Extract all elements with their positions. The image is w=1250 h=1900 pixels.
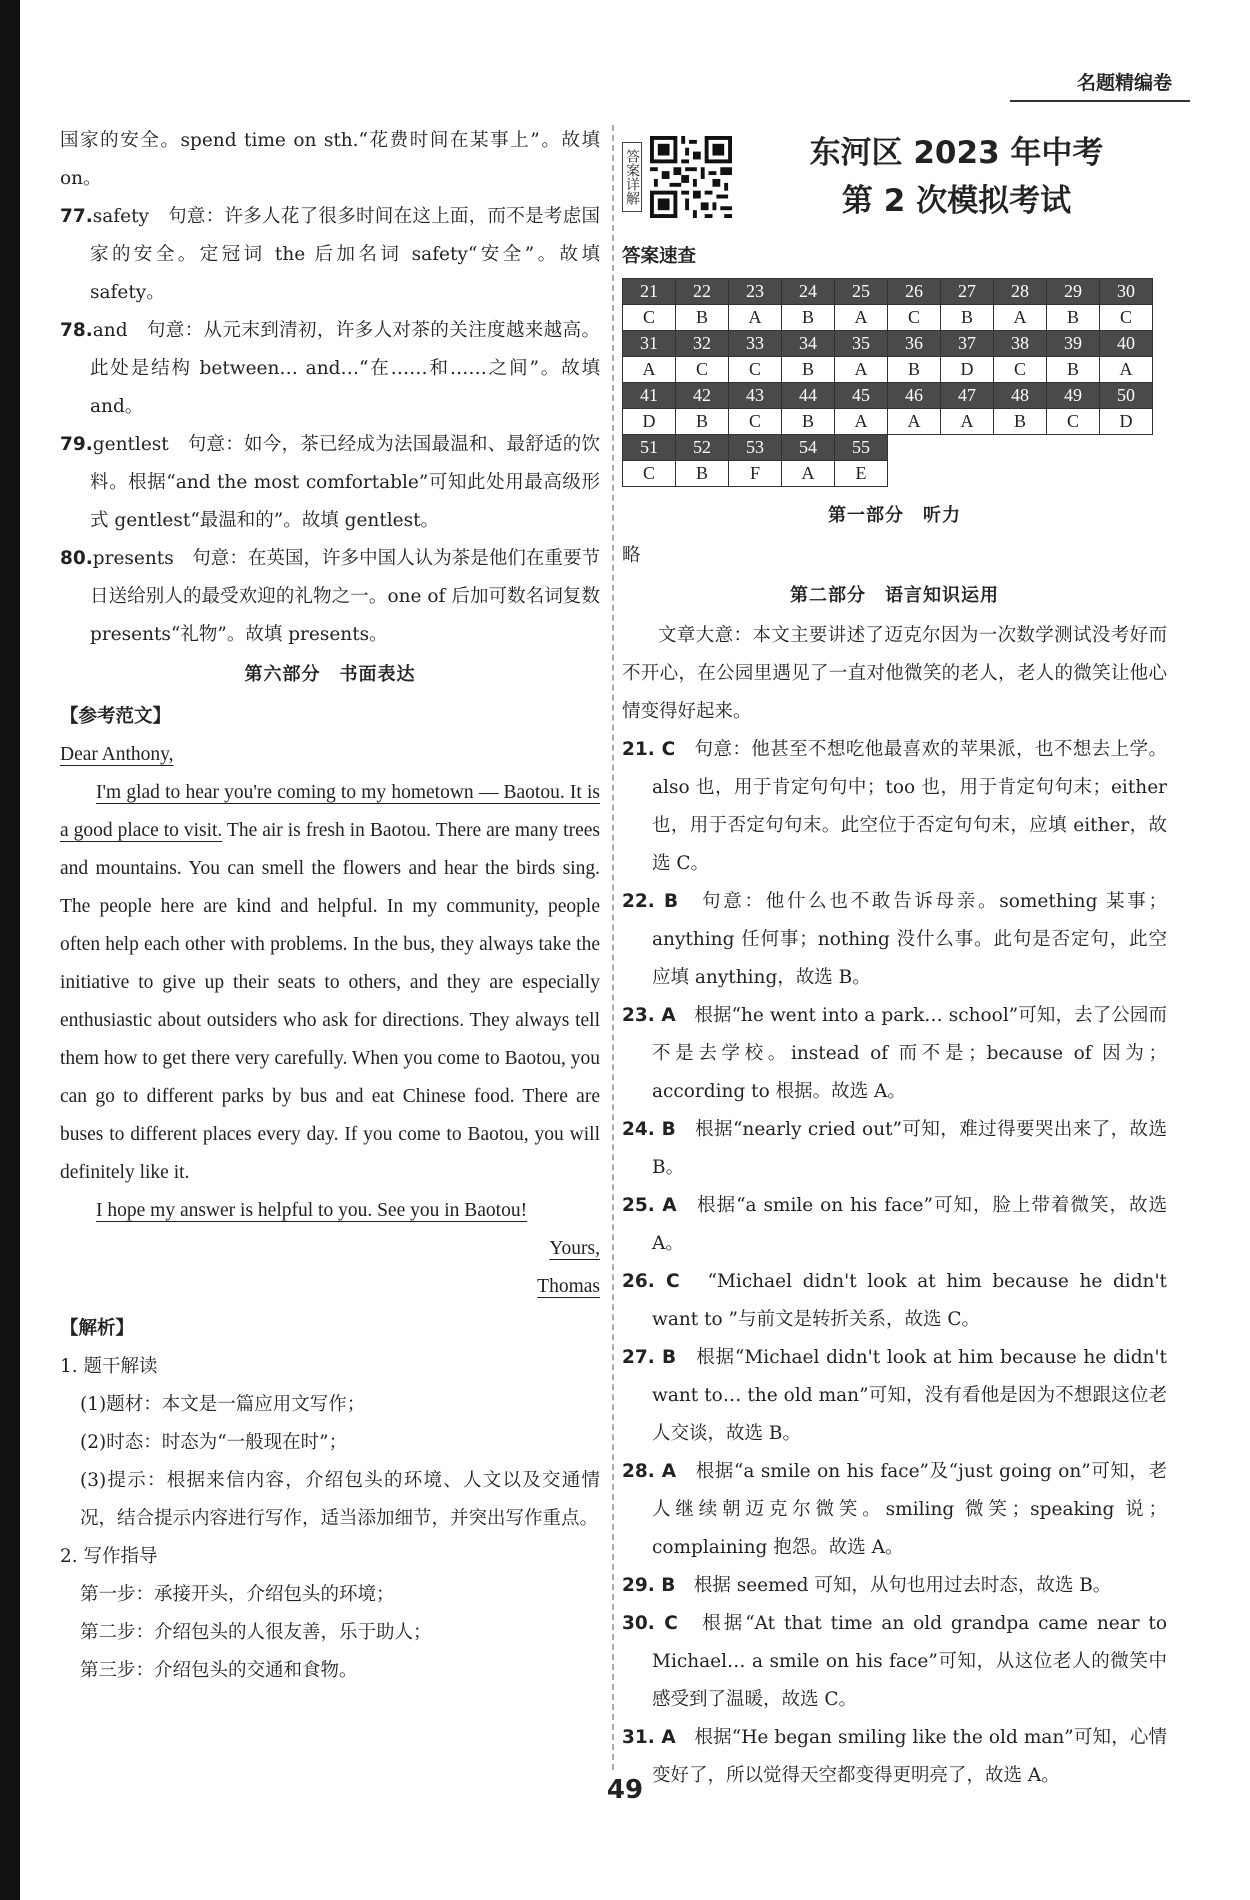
analysis-point-1: 1. 题干解读 — [60, 1356, 158, 1377]
answer-number-cell: 48 — [994, 383, 1047, 409]
answer-25: 25. A 根据“a smile on his face”可知，脸上带着微笑，故选 A。 — [622, 1195, 1168, 1254]
page-number: 49 — [606, 1775, 644, 1805]
answer-key-cell: A — [835, 409, 888, 435]
answer-79: 79.gentlest 句意：如今，茶已经成为法国最温和、最舒适的饮料。根据“and the most comfortable”可知此处用最高级形式 gentlest“最温和的”。故填 gentlest。 — [60, 434, 600, 531]
answer-key-cell: C — [676, 357, 729, 383]
answer-number-cell: 31 — [623, 331, 676, 357]
answer-number-cell: 39 — [1047, 331, 1100, 357]
answer-78: 78.and 句意：从元末到清初，许多人对茶的关注度越来越高。此处是结构 between… and…“在……和……之间”。故填 and。 — [60, 320, 600, 417]
answer-key-cell: B — [1047, 357, 1100, 383]
answer-key-cell: A — [994, 305, 1047, 331]
answer-key-cell: B — [676, 461, 729, 487]
answer-key-cell: B — [782, 409, 835, 435]
answer-number-cell: 40 — [1100, 331, 1153, 357]
answer-28: 28. A 根据“a smile on his face”及“just going on”可知，老人继续朝迈克尔微笑。smiling 微笑；speaking 说；complaining 抱怨。故选 A。 — [622, 1461, 1167, 1558]
answer-number-cell: 42 — [676, 383, 729, 409]
answer-key-cell: B — [676, 305, 729, 331]
answer-number-cell: 34 — [782, 331, 835, 357]
answer-21: 21. C 句意：他甚至不想吃他最喜欢的苹果派，也不想去上学。also 也，用于肯定句句中；too 也，用于肯定句句末；either 也，用于否定句句末。此空位于否定句句末，应填 either，故选 C。 — [622, 739, 1167, 874]
qr-code-icon[interactable] — [650, 136, 732, 218]
answer-27: 27. B 根据“Michael didn't look at him because he didn't want to… the old man”可知，没有看他是因为不想跟这位老人交谈，故选 B。 — [622, 1347, 1167, 1444]
answer-number-cell: 38 — [994, 331, 1047, 357]
answer-number-cell: 43 — [729, 383, 782, 409]
answer-number-cell: 23 — [729, 279, 782, 305]
answer-key-row — [623, 461, 1153, 487]
answer-29: 29. B 根据 seemed 可知，从句也用过去时态，故选 B。 — [622, 1575, 1112, 1596]
answer-number-cell: 21 — [623, 279, 676, 305]
column-divider — [612, 125, 614, 1770]
analysis-genre: (1)题材：本文是一篇应用文写作； — [80, 1394, 366, 1415]
header-rule — [1010, 100, 1190, 102]
answer-number-cell: 46 — [888, 383, 941, 409]
continued-answer: 国家的安全。spend time on sth.“花费时间在某事上”。故填 on。 — [60, 130, 600, 189]
exam-title-line-2: 第 2 次模拟考试 — [841, 183, 1072, 219]
answer-number-cell: 53 — [729, 435, 782, 461]
answer-77: 77.safety 句意：许多人花了很多时间在这上面，而不是考虑国家的安全。定冠词 the 后加名词 safety“安全”。故填 safety。 — [60, 206, 600, 303]
section-heading-language-use: 第二部分 语言知识运用 — [790, 585, 999, 606]
answer-key-cell: E — [835, 461, 888, 487]
answer-number-cell: 29 — [1047, 279, 1100, 305]
answer-number-cell: 50 — [1100, 383, 1153, 409]
answer-key-table — [622, 278, 1153, 487]
answer-key-cell: C — [888, 305, 941, 331]
answer-number-cell: 27 — [941, 279, 994, 305]
answer-key-cell: A — [1100, 357, 1153, 383]
answer-key-cell: A — [623, 357, 676, 383]
answer-30: 30. C 根据“At that time an old grandpa came near to Michael… a smile on his face”可知，从这位老人的微笑中感受到了温暖，故选 C。 — [622, 1613, 1167, 1710]
answer-number-cell: 22 — [676, 279, 729, 305]
answer-key-cell: B — [782, 305, 835, 331]
section-heading-listening: 第一部分 听力 — [828, 505, 961, 526]
answer-number-cell: 25 — [835, 279, 888, 305]
reference-essay — [60, 736, 600, 1306]
essay-sign-off: Yours, — [549, 1238, 600, 1259]
answer-number-cell: 36 — [888, 331, 941, 357]
answer-key-cell: A — [941, 409, 994, 435]
answer-number-cell: 26 — [888, 279, 941, 305]
answer-number-cell: 24 — [782, 279, 835, 305]
answer-number-cell: 45 — [835, 383, 888, 409]
answer-key-row — [623, 305, 1153, 331]
answer-key-cell: A — [888, 409, 941, 435]
answer-key-row — [623, 357, 1153, 383]
essay-signature: Thomas — [537, 1276, 600, 1297]
right-column — [622, 122, 1167, 1795]
answer-number-cell: 33 — [729, 331, 782, 357]
answer-key-cell: C — [729, 357, 782, 383]
book-spine-edge — [0, 0, 20, 1900]
writing-step-3: 第三步：介绍包头的交通和食物。 — [80, 1660, 358, 1681]
answer-detail-tag: 答案详解 — [622, 142, 642, 212]
answer-key-cell: C — [623, 305, 676, 331]
answer-key-cell: C — [1100, 305, 1153, 331]
answer-number-cell: 51 — [623, 435, 676, 461]
header-label: 名题精编卷 — [1076, 72, 1172, 94]
passage-summary: 文章大意：本文主要讲述了迈克尔因为一次数学测试没考好而不开心，在公园里遇见了一直对他微笑的老人，老人的微笑让他心情变得好起来。 — [622, 625, 1167, 722]
answer-23: 23. A 根据“he went into a park… school”可知，去了公园而不是去学校。instead of 而不是；because of 因为；according to 根据。故选 A。 — [622, 1005, 1168, 1102]
answer-key-cell: D — [623, 409, 676, 435]
reference-essay-heading: 【参考范文】 — [60, 706, 172, 727]
essay-body: I'm glad to hear you're coming to my hometown — Baotou. It is a good place to visit. The air is fresh in Baotou. There are many trees and mountains. You can smell the flowers and hear the birds sing. The people here are kind and helpful. In my community, people often help each other with problems. In the bus, they always take the initiative to give up their seats to others, and they are especially enthusiastic about outsiders who ask for directions. They always tell them how to get there very carefully. When you come to Baotou, you can go to different parks by bus and eat Chinese food. There are buses to different places every day. If you come to Baotou, you will definitely like it. — [60, 782, 600, 1183]
answer-number-row — [623, 279, 1153, 305]
writing-step-1: 第一步：承接开头，介绍包头的环境； — [80, 1584, 395, 1605]
answer-number-cell: 32 — [676, 331, 729, 357]
analysis-heading: 【解析】 — [60, 1318, 135, 1339]
answer-key-cell: B — [782, 357, 835, 383]
analysis-hint: (3)提示：根据来信内容，介绍包头的环境、人文以及交通情况，结合提示内容进行写作，适当添加细节，并突出写作重点。 — [80, 1470, 600, 1529]
essay-closing: I hope my answer is helpful to you. See you in Baotou! — [96, 1200, 528, 1221]
answer-key-cell: D — [941, 357, 994, 383]
answer-22: 22. B 句意：他什么也不敢告诉母亲。something 某事；anything 任何事；nothing 没什么事。此句是否定句，此空应填 anything，故选 B。 — [622, 891, 1167, 988]
answer-key-cell: B — [941, 305, 994, 331]
left-column — [60, 122, 600, 1690]
writing-step-2: 第二步：介绍包头的人很友善，乐于助人； — [80, 1622, 432, 1643]
answer-key-cell: A — [782, 461, 835, 487]
answer-key-cell: B — [888, 357, 941, 383]
essay-greeting: Dear Anthony, — [60, 744, 174, 765]
answer-key-cell: B — [1047, 305, 1100, 331]
answer-number-row — [623, 435, 1153, 461]
answer-number-cell: 37 — [941, 331, 994, 357]
answer-24: 24. B 根据“nearly cried out”可知，难过得要哭出来了，故选 B。 — [622, 1119, 1167, 1178]
answer-number-cell: 35 — [835, 331, 888, 357]
answer-key-cell: D — [1100, 409, 1153, 435]
exam-title-line-1: 东河区 2023 年中考 — [809, 135, 1104, 171]
quick-answers-heading: 答案速查 — [622, 246, 697, 267]
answer-number-cell: 55 — [835, 435, 888, 461]
answer-key-cell: B — [676, 409, 729, 435]
exam-title — [746, 129, 1167, 225]
answer-key-cell: C — [994, 357, 1047, 383]
answer-number-row — [623, 383, 1153, 409]
answer-number-cell: 44 — [782, 383, 835, 409]
answer-key-cell: B — [994, 409, 1047, 435]
answer-key-cell: C — [623, 461, 676, 487]
analysis-tense: (2)时态：时态为“一般现在时”； — [80, 1432, 348, 1453]
answer-key-cell: A — [835, 305, 888, 331]
answer-key-cell: A — [835, 357, 888, 383]
answer-number-row — [623, 331, 1153, 357]
answer-number-cell: 47 — [941, 383, 994, 409]
answer-key-cell: A — [729, 305, 782, 331]
answer-number-cell: 49 — [1047, 383, 1100, 409]
listening-omitted: 略 — [622, 545, 641, 566]
analysis-point-2: 2. 写作指导 — [60, 1546, 158, 1567]
answer-number-cell: 54 — [782, 435, 835, 461]
answer-26: 26. C “Michael didn't look at him because he didn't want to ”与前文是转折关系，故选 C。 — [622, 1271, 1167, 1330]
answer-number-cell: 28 — [994, 279, 1047, 305]
exam-title-block — [622, 122, 1167, 232]
answer-key-cell: C — [1047, 409, 1100, 435]
answer-key-cell: C — [729, 409, 782, 435]
answer-key-row — [623, 409, 1153, 435]
answer-number-cell: 52 — [676, 435, 729, 461]
answer-80: 80.presents 句意：在英国，许多中国人认为茶是他们在重要节日送给别人的最受欢迎的礼物之一。one of 后加可数名词复数 presents“礼物”。故填 presents。 — [60, 548, 600, 645]
answer-31: 31. A 根据“He began smiling like the old man”可知，心情变好了，所以觉得天空都变得更明亮了，故选 A。 — [622, 1727, 1168, 1786]
answer-number-cell: 30 — [1100, 279, 1153, 305]
section-heading-writing: 第六部分 书面表达 — [244, 664, 416, 685]
answer-key-cell: F — [729, 461, 782, 487]
answer-number-cell: 41 — [623, 383, 676, 409]
